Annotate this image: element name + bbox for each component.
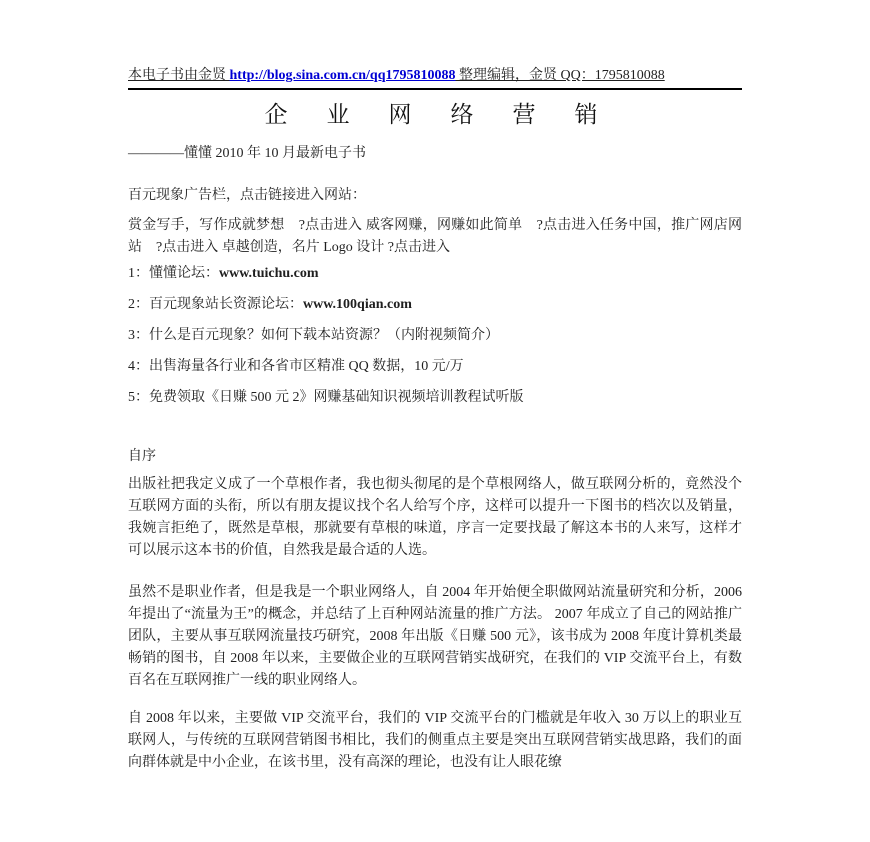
ad-list-item-2 xyxy=(128,294,742,316)
ad-list-item-1 xyxy=(128,263,742,285)
ad-item-label: 5：免费领取《日赚 500 元 2》网赚基础知识视频培训教程试听版 xyxy=(128,390,524,405)
ad-item-label: 2：百元现象站长资源论坛： xyxy=(128,297,303,312)
header-prefix-text: 本电子书由金贤 xyxy=(128,68,230,83)
ad-list-item-4 xyxy=(128,356,742,378)
preface-heading: 自序 xyxy=(128,449,156,464)
ad-item-url-link[interactable]: www.100qian.com xyxy=(303,297,412,312)
ad-item-label: 4：出售海量各行业和各省市区精准 QQ 数据，10 元/万 xyxy=(128,359,464,374)
ad-item-label: 1：懂懂论坛： xyxy=(128,266,219,281)
ad-list-item-3 xyxy=(128,325,742,347)
blog-hyperlink[interactable]: http://blog.sina.com.cn/qq1795810088 xyxy=(229,68,456,83)
book-subtitle: ————懂懂 2010 年 10 月最新电子书 xyxy=(128,146,366,161)
ad-list-item-5 xyxy=(128,387,742,409)
preface-paragraph-1: 出版社把我定义成了一个草根作者，我也彻头彻尾的是个草根网络人，做互联网分析的，竟然没个互联网方面的头衔，所以有朋友提议找个名人给写个序，这样可以提升一下图书的档次以及销量，我婉言拒绝了，既然是草根，那就要有草根的味道，序言一定要找最了解这本书的人来写，这样才可以展示这本书的价值，自然我是最合适的人选。 xyxy=(128,477,742,558)
book-title: 企 业 网 络 营 销 xyxy=(264,102,606,127)
ad-item-label: 3：什么是百元现象？如何下载本站资源？（内附视频简介） xyxy=(128,328,499,343)
ad-item-url-link[interactable]: www.tuichu.com xyxy=(219,266,319,281)
ad-banner-body: 赏金写手，写作成就梦想 ?点击进入 威客网赚，网赚如此简单 ?点击进入任务中国，推广网店网站 ?点击进入 卓越创造，名片 Logo 设计 ?点击进入 xyxy=(128,218,742,255)
header-suffix-text: 整理编辑，金贤 QQ：1795810088 xyxy=(455,68,665,83)
ad-banner-intro: 百元现象广告栏，点击链接进入网站： xyxy=(128,188,366,203)
editor-credit-header xyxy=(128,66,742,90)
preface-paragraph-3: 自 2008 年以来，主要做 VIP 交流平台，我们的 VIP 交流平台的门槛就是年收入 30 万以上的职业互联网人，与传统的互联网营销图书相比，我们的侧重点主要是突出互联网营销实战思路，我们的面向群体就是中小企业，在该书里，没有高深的理论，也没有让人眼花缭 xyxy=(128,711,742,770)
preface-paragraph-2: 虽然不是职业作者，但是我是一个职业网络人，自 2004 年开始便全职做网站流量研究和分析，2006 年提出了“流量为王”的概念，并总结了上百种网站流量的推广方法。 2007 年成立了自己的网站推广团队，主要从事互联网流量技巧研究，2008 年出版《日赚 500 元》，该书成为 2008 年度计算机类最畅销的图书，自 2008 年以来，主要做企业的互联网营销实战研究，在我们的 VIP 交流平台上，有数百名在互联网推广一线的职业网络人。 xyxy=(128,585,742,688)
